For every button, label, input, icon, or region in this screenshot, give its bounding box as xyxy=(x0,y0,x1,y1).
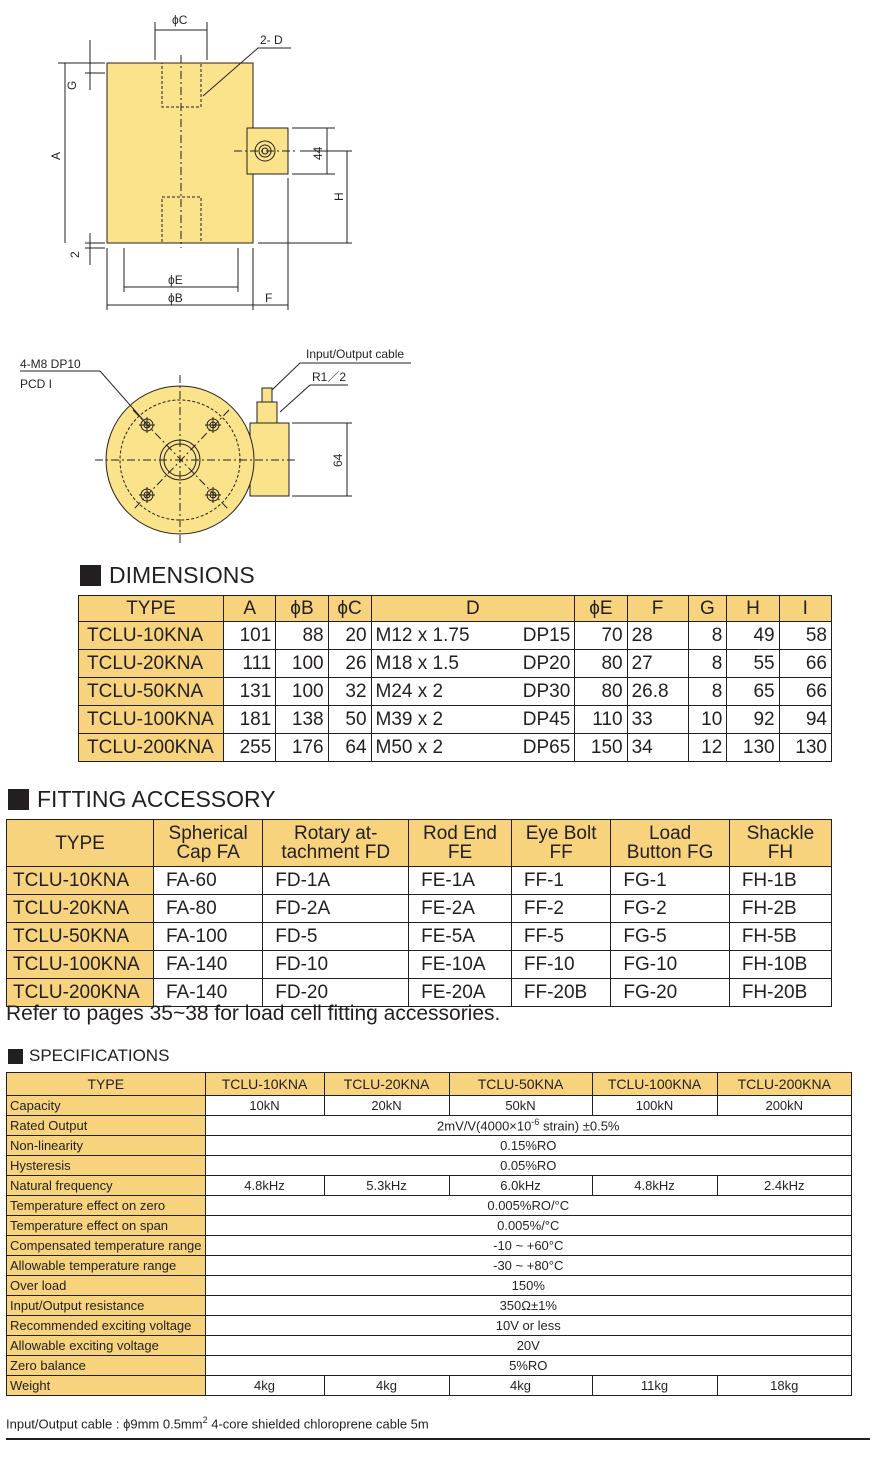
cell: 10V or less xyxy=(205,1316,851,1336)
cell: M24 x 2 xyxy=(371,678,503,706)
cell: 350Ω±1% xyxy=(205,1296,851,1316)
cell: 0.05%RO xyxy=(205,1156,851,1176)
table-row xyxy=(7,1096,852,1116)
cell: 0.005%/°C xyxy=(205,1216,851,1236)
cell: 200kN xyxy=(717,1096,851,1116)
section-square-icon xyxy=(8,789,29,810)
table-row xyxy=(7,1276,852,1296)
cell: FF-5 xyxy=(511,923,611,951)
table-header-row xyxy=(79,596,832,622)
table-row xyxy=(7,1316,852,1336)
label-2-d: 2- D xyxy=(260,33,283,47)
cell-type: TCLU-100KNA xyxy=(79,706,224,734)
cell: 111 xyxy=(224,650,276,678)
col-fg xyxy=(611,820,729,867)
table-row xyxy=(7,1256,852,1276)
label-h: H xyxy=(332,192,346,201)
header-line: Eye Bolt xyxy=(525,823,597,844)
cell: FH-20B xyxy=(729,979,831,1007)
col-b: ϕB xyxy=(276,596,328,622)
row-label: Allowable temperature range xyxy=(7,1256,206,1276)
col-type: TYPE xyxy=(79,596,224,622)
cell: 130 xyxy=(779,734,831,762)
cell: 100 xyxy=(276,650,328,678)
table-header-row xyxy=(7,1073,852,1096)
side-view-drawing xyxy=(0,0,875,320)
specs-title-text: SPECIFICATIONS xyxy=(29,1046,170,1065)
cell: 50 xyxy=(328,706,371,734)
col-fa xyxy=(154,820,263,867)
cell-type: TCLU-20KNA xyxy=(79,650,224,678)
table-row xyxy=(7,1356,852,1376)
cell: 176 xyxy=(276,734,328,762)
cell: 8 xyxy=(688,622,727,650)
col-d: D xyxy=(371,596,575,622)
label-phi-e: ϕE xyxy=(168,273,183,287)
cell: FH-5B xyxy=(729,923,831,951)
table-header-row xyxy=(7,820,832,867)
row-label: Compensated temperature range xyxy=(7,1236,206,1256)
header-line: FF xyxy=(549,842,573,863)
header-line: Cap FA xyxy=(176,842,240,863)
cell: FH-2B xyxy=(729,895,831,923)
col-ff xyxy=(511,820,611,867)
col-10kna: TCLU-10KNA xyxy=(205,1073,324,1096)
cell: DP65 xyxy=(503,734,575,762)
table-row xyxy=(7,867,832,895)
cell: 26 xyxy=(328,650,371,678)
cell: FE-2A xyxy=(409,895,512,923)
cell: FE-1A xyxy=(409,867,512,895)
header-line: Shackle xyxy=(746,823,815,844)
cell-type: TCLU-10KNA xyxy=(7,867,154,895)
table-row xyxy=(7,1176,852,1196)
table-row xyxy=(7,1296,852,1316)
table-row xyxy=(7,923,832,951)
label-a: A xyxy=(49,151,63,160)
cell: 110 xyxy=(575,706,627,734)
col-h: H xyxy=(727,596,779,622)
col-20kna: TCLU-20KNA xyxy=(324,1073,449,1096)
col-type: TYPE xyxy=(7,1073,206,1096)
table-row xyxy=(7,1336,852,1356)
section-square-icon xyxy=(80,565,101,586)
cell: 18kg xyxy=(717,1376,851,1396)
col-g: G xyxy=(688,596,727,622)
cell: FD-2A xyxy=(263,895,409,923)
cell: FG-5 xyxy=(611,923,729,951)
cell: FD-20 xyxy=(263,979,409,1007)
cell: FA-100 xyxy=(154,923,263,951)
cell: 8 xyxy=(688,678,727,706)
dimensions-title-text: DIMENSIONS xyxy=(109,562,255,588)
specifications-table xyxy=(6,1072,852,1396)
cell: 5.3kHz xyxy=(324,1176,449,1196)
cell: 88 xyxy=(276,622,328,650)
cell: FA-60 xyxy=(154,867,263,895)
label-phi-b: ϕB xyxy=(168,291,183,305)
row-label: Rated Output xyxy=(7,1116,206,1136)
cell-type: TCLU-20KNA xyxy=(7,895,154,923)
cell: 10 xyxy=(688,706,727,734)
header-line: tachment FD xyxy=(281,842,391,863)
cell: M12 x 1.75 xyxy=(371,622,503,650)
cell: M18 x 1.5 xyxy=(371,650,503,678)
cell: 50kN xyxy=(449,1096,592,1116)
label-g: G xyxy=(65,80,79,90)
col-e: ϕE xyxy=(575,596,627,622)
cell: FG-2 xyxy=(611,895,729,923)
header-line: FH xyxy=(767,842,794,863)
cell: 20kN xyxy=(324,1096,449,1116)
label-r: R1／2 xyxy=(312,370,347,384)
label-2: 2 xyxy=(68,251,82,258)
label-44: 44 xyxy=(311,146,325,160)
cell: 0.15%RO xyxy=(205,1136,851,1156)
cell: M50 x 2 xyxy=(371,734,503,762)
col-c: ϕC xyxy=(328,596,371,622)
cell: 26.8 xyxy=(627,678,688,706)
label-pcd: PCD I xyxy=(20,377,53,391)
cell: 2.4kHz xyxy=(717,1176,851,1196)
cell: FA-140 xyxy=(154,979,263,1007)
cell: FE-20A xyxy=(409,979,512,1007)
header-line: FE xyxy=(447,842,473,863)
text: Input/Output cable : ϕ9mm 0.5mm xyxy=(6,1416,203,1432)
cell: 66 xyxy=(779,650,831,678)
cell: FE-10A xyxy=(409,951,512,979)
fitting-note: Refer to pages 35~38 for load cell fitting accessories. xyxy=(6,1002,501,1025)
cell: 0.005%RO/°C xyxy=(205,1196,851,1216)
cell: FD-1A xyxy=(263,867,409,895)
cell: FG-10 xyxy=(611,951,729,979)
cell: FA-140 xyxy=(154,951,263,979)
row-label: Recommended exciting voltage xyxy=(7,1316,206,1336)
cell: 181 xyxy=(224,706,276,734)
cell-type: TCLU-200KNA xyxy=(7,979,154,1007)
cell: 100 xyxy=(276,678,328,706)
cell: 58 xyxy=(779,622,831,650)
header-line: Rotary at- xyxy=(293,823,378,844)
cell: 28 xyxy=(627,622,688,650)
cell: 150% xyxy=(205,1276,851,1296)
cell: -10 ~ +60°C xyxy=(205,1236,851,1256)
cell: FG-1 xyxy=(611,867,729,895)
text: 2mV/V(4000×10 xyxy=(437,1118,532,1134)
cell-type: TCLU-50KNA xyxy=(79,678,224,706)
cell: 255 xyxy=(224,734,276,762)
bottom-rule xyxy=(6,1438,870,1440)
cell: 150 xyxy=(575,734,627,762)
cell: 11kg xyxy=(592,1376,717,1396)
row-label: Capacity xyxy=(7,1096,206,1116)
cell: 4kg xyxy=(205,1376,324,1396)
col-fd xyxy=(263,820,409,867)
cell: 64 xyxy=(328,734,371,762)
label-f: F xyxy=(265,291,273,305)
col-i: I xyxy=(779,596,831,622)
cell: FF-10 xyxy=(511,951,611,979)
row-label: Input/Output resistance xyxy=(7,1296,206,1316)
row-label: Temperature effect on span xyxy=(7,1216,206,1236)
superscript: -6 xyxy=(531,1117,540,1128)
cell: 10kN xyxy=(205,1096,324,1116)
top-view-drawing xyxy=(0,340,875,560)
cell: FD-5 xyxy=(263,923,409,951)
cell-type: TCLU-50KNA xyxy=(7,923,154,951)
header-line: Load xyxy=(648,823,692,844)
col-50kna: TCLU-50KNA xyxy=(449,1073,592,1096)
load-cell-body xyxy=(107,63,253,243)
col-fe xyxy=(409,820,512,867)
cell: 27 xyxy=(627,650,688,678)
fitting-table xyxy=(6,819,832,1007)
cell: 100kN xyxy=(592,1096,717,1116)
cell: 4kg xyxy=(449,1376,592,1396)
cell-type: TCLU-200KNA xyxy=(79,734,224,762)
cell: 5%RO xyxy=(205,1356,851,1376)
section-square-icon xyxy=(8,1049,23,1064)
table-row xyxy=(79,734,832,762)
cell: 4kg xyxy=(324,1376,449,1396)
cell-rated-output xyxy=(205,1116,851,1136)
cell: 80 xyxy=(575,678,627,706)
table-row xyxy=(79,650,832,678)
table-row xyxy=(7,1196,852,1216)
cell: 80 xyxy=(575,650,627,678)
table-row xyxy=(79,678,832,706)
cell: DP20 xyxy=(503,650,575,678)
text: strain) ±0.5% xyxy=(539,1118,620,1134)
row-label: Non-linearity xyxy=(7,1136,206,1156)
col-f: F xyxy=(627,596,688,622)
col-fh xyxy=(729,820,831,867)
label-phi-c: ϕC xyxy=(172,13,188,27)
label-bolt: 4-M8 DP10 xyxy=(20,357,81,371)
table-row xyxy=(7,1216,852,1236)
cell-type: TCLU-10KNA xyxy=(79,622,224,650)
cell: FF-2 xyxy=(511,895,611,923)
header-line: Button FG xyxy=(626,842,714,863)
cell: 34 xyxy=(627,734,688,762)
label-cable: Input/Output cable xyxy=(306,347,405,361)
header-line: Spherical xyxy=(168,823,248,844)
cell: 101 xyxy=(224,622,276,650)
cell: M39 x 2 xyxy=(371,706,503,734)
col-a: A xyxy=(224,596,276,622)
table-row xyxy=(7,1136,852,1156)
cell: 6.0kHz xyxy=(449,1176,592,1196)
cell: FH-1B xyxy=(729,867,831,895)
table-row xyxy=(7,951,832,979)
cell: 32 xyxy=(328,678,371,706)
cell: 49 xyxy=(727,622,779,650)
row-label: Natural frequency xyxy=(7,1176,206,1196)
col-type xyxy=(7,820,154,867)
table-row xyxy=(79,622,832,650)
fitting-title xyxy=(8,786,276,813)
cell: 8 xyxy=(688,650,727,678)
table-row xyxy=(7,1156,852,1176)
cell: FD-10 xyxy=(263,951,409,979)
cell: DP15 xyxy=(503,622,575,650)
cell: FE-5A xyxy=(409,923,512,951)
table-row xyxy=(79,706,832,734)
header-line: TYPE xyxy=(55,832,105,854)
row-label: Weight xyxy=(7,1376,206,1396)
cell: 94 xyxy=(779,706,831,734)
cell: 20 xyxy=(328,622,371,650)
row-label: Hysteresis xyxy=(7,1156,206,1176)
cell: FG-20 xyxy=(611,979,729,1007)
text: 4-core shielded chloroprene cable 5m xyxy=(207,1416,429,1432)
cell: FA-80 xyxy=(154,895,263,923)
dimensions-title xyxy=(80,562,255,589)
cable-note xyxy=(6,1415,429,1431)
cell: 4.8kHz xyxy=(205,1176,324,1196)
row-label: Temperature effect on zero xyxy=(7,1196,206,1216)
cell: 12 xyxy=(688,734,727,762)
cell: 20V xyxy=(205,1336,851,1356)
table-row xyxy=(7,1376,852,1396)
table-row xyxy=(7,895,832,923)
cell: 131 xyxy=(224,678,276,706)
cell: 138 xyxy=(276,706,328,734)
dimensions-table xyxy=(78,595,832,762)
cell: DP30 xyxy=(503,678,575,706)
cell: 33 xyxy=(627,706,688,734)
cell: 92 xyxy=(727,706,779,734)
row-label: Allowable exciting voltage xyxy=(7,1336,206,1356)
cell-type: TCLU-100KNA xyxy=(7,951,154,979)
specs-title xyxy=(8,1046,169,1066)
cell: FF-20B xyxy=(511,979,611,1007)
cell: FF-1 xyxy=(511,867,611,895)
col-200kna: TCLU-200KNA xyxy=(717,1073,851,1096)
label-64: 64 xyxy=(331,453,345,467)
cell: 70 xyxy=(575,622,627,650)
col-100kna: TCLU-100KNA xyxy=(592,1073,717,1096)
cell: 55 xyxy=(727,650,779,678)
cell: FH-10B xyxy=(729,951,831,979)
cell: 4.8kHz xyxy=(592,1176,717,1196)
header-line: Rod End xyxy=(423,823,497,844)
fitting-title-text: FITTING ACCESSORY xyxy=(37,786,276,812)
row-label: Zero balance xyxy=(7,1356,206,1376)
table-row xyxy=(7,1236,852,1256)
cell: -30 ~ +80°C xyxy=(205,1256,851,1276)
cell: DP45 xyxy=(503,706,575,734)
cell: 65 xyxy=(727,678,779,706)
cell: 130 xyxy=(727,734,779,762)
superscript: 2 xyxy=(202,1415,208,1425)
row-label: Over load xyxy=(7,1276,206,1296)
table-row xyxy=(7,1116,852,1136)
cell: 66 xyxy=(779,678,831,706)
